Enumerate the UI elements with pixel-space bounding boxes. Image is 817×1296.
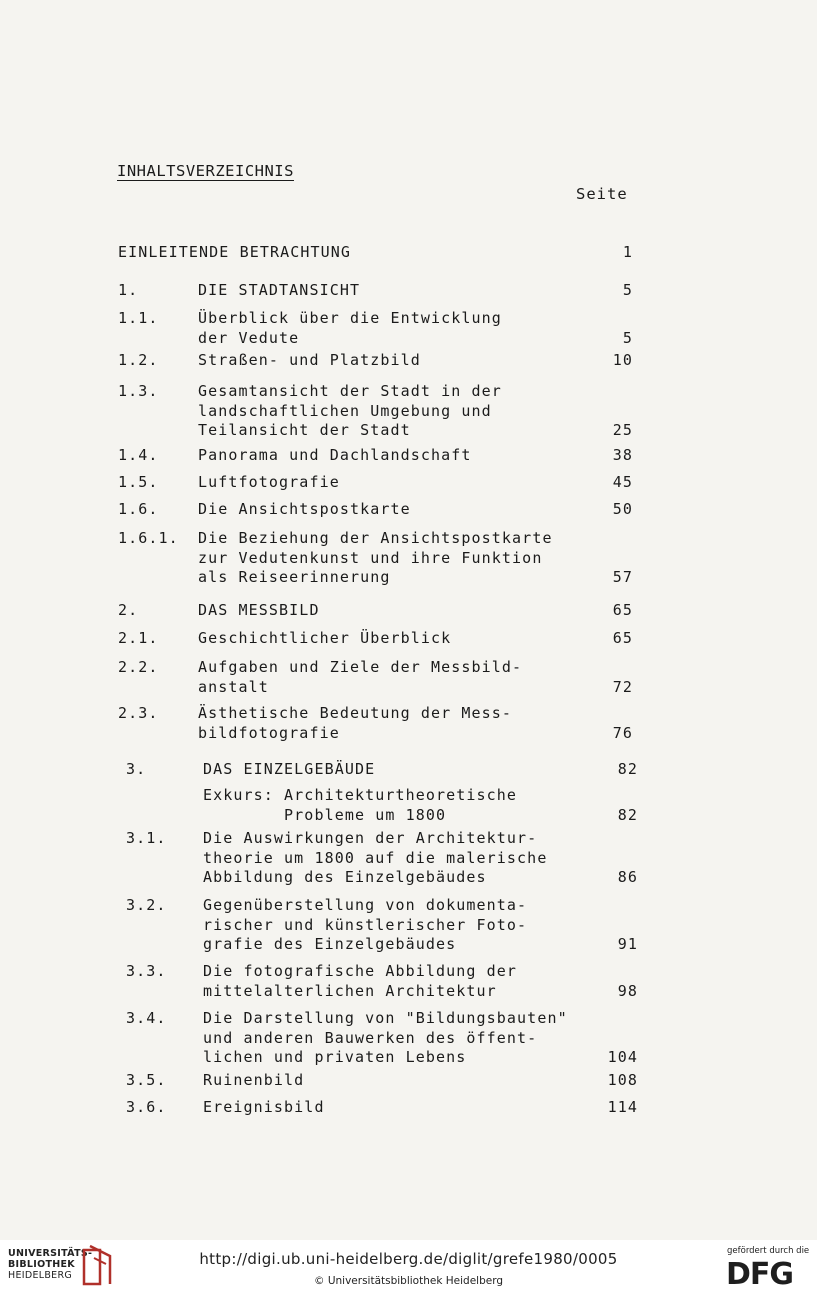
toc-entry-number: 3.5. [126,1071,167,1089]
toc-entry-title: Straßen- und Platzbild [198,351,421,369]
toc-entry-page: 72 [612,677,633,696]
toc-entry-page: 104 [607,1048,638,1066]
toc-entry-number: 3.1. [126,829,167,847]
toc-entry-title: bildfotografie [198,723,340,742]
footer-bar [0,1240,817,1296]
toc-entry-page: 65 [612,601,633,619]
toc-entry-title: theorie um 1800 auf die malerische [203,848,548,867]
toc-entry-number: 3.4. [126,1009,167,1027]
toc-entry-title: Probleme um 1800 [203,805,447,824]
funder-note: gefördert durch die [727,1246,810,1256]
toc-entry-title: Die Darstellung von "Bildungsbauten" [203,1009,568,1027]
toc-entry-title: grafie des Einzelgebäudes [203,935,457,953]
toc-entry-number: 1.2. [118,351,159,369]
toc-entry-title: DAS EINZELGEBÄUDE [203,760,376,778]
toc-entry-number: 2.2. [118,658,159,676]
toc-entry-page: 57 [612,568,633,586]
toc-entry-page: 108 [607,1071,638,1089]
toc-entry-title: Aufgaben und Ziele der Messbild- [198,658,523,676]
page-column-label: Seite [576,185,628,203]
toc-entry-number: 1.1. [118,309,159,327]
toc-entry-number: 1.5. [118,473,159,491]
toc-entry-title: Die fotografische Abbildung der [203,962,518,980]
toc-entry-title: Ruinenbild [203,1071,305,1089]
toc-entry-title: Die Ansichtspostkarte [198,500,411,518]
toc-entry-title: Exkurs: Architekturtheoretische [203,786,518,804]
toc-entry-title: Abbildung des Einzelgebäudes [203,868,487,886]
toc-entry-title: anstalt [198,677,269,696]
source-url-link[interactable]: http://digi.ub.uni-heidelberg.de/diglit/grefe1980/0005 [199,1250,618,1268]
dfg-logo-text: DFG [726,1257,794,1288]
toc-entry-page: 45 [612,473,633,491]
toc-entry-title: zur Vedutenkunst und ihre Funktion [198,548,543,567]
toc-entry-title: lichen und privaten Lebens [203,1048,467,1066]
toc-entry-title: als Reiseerinnerung [198,568,391,586]
toc-entry-number: 1.6.1. [118,529,179,547]
toc-entry-title: Die Auswirkungen der Architektur- [203,829,538,847]
toc-entry-title: rischer und künstlerischer Foto- [203,915,528,934]
toc-entry-page: 82 [617,805,638,824]
toc-entry-number: 2. [118,601,139,619]
toc-entry-number: 1.4. [118,446,159,464]
toc-entry-page: 25 [612,421,633,439]
toc-entry-page: 38 [612,446,633,464]
toc-entry-page: 98 [617,981,638,1000]
toc-entry-title: Ästhetische Bedeutung der Mess- [198,704,513,722]
toc-heading: INHALTSVERZEICHNIS [117,162,294,180]
toc-entry-title: und anderen Bauwerken des öffent- [203,1028,538,1047]
toc-entry-title: Luftfotografie [198,473,340,491]
library-name-line: BIBLIOTHEK [8,1259,75,1270]
toc-entry-page: 91 [617,935,638,953]
toc-entry-page: 1 [622,243,633,261]
toc-entry-title: mittelalterlichen Architektur [203,981,497,1000]
toc-entry-title: Geschichtlicher Überblick [198,629,452,647]
toc-entry-page: 76 [612,723,633,742]
toc-entry-number: 3.2. [126,896,167,914]
dfg-logo-icon [726,1256,806,1288]
toc-entry-page: 86 [617,868,638,886]
copyright-notice: © Universitätsbibliothek Heidelberg [313,1275,503,1287]
library-name-line: UNIVERSITÄTS- [8,1248,93,1259]
toc-entry-page: 82 [617,760,638,778]
toc-entry-number: 3.6. [126,1098,167,1116]
toc-entry-page: 65 [612,629,633,647]
toc-entry-number: 3.3. [126,962,167,980]
toc-entry-title: Gegenüberstellung von dokumenta- [203,896,528,914]
toc-entry-number: 1. [118,281,139,299]
toc-entry-title: Überblick über die Entwicklung [198,309,502,327]
toc-entry-title: Teilansicht der Stadt [198,421,411,439]
toc-entry-title: DAS MESSBILD [198,601,320,619]
toc-entry-page: 5 [622,328,633,347]
toc-entry-page: 5 [622,281,633,299]
toc-entry-title: EINLEITENDE BETRACHTUNG [118,243,352,261]
toc-entry-number: 1.6. [118,500,159,518]
toc-entry-title: Panorama und Dachlandschaft [198,446,472,464]
toc-entry-title: Die Beziehung der Ansichtspostkarte [198,529,553,547]
toc-entry-page: 50 [612,500,633,518]
library-name-line: HEIDELBERG [8,1270,73,1281]
toc-entry-number: 2.3. [118,704,159,722]
toc-entry-page: 10 [612,351,633,369]
toc-entry-number: 3. [126,760,147,778]
toc-entry-page: 114 [607,1098,638,1116]
toc-entry-title: DIE STADTANSICHT [198,281,361,299]
toc-entry-title: landschaftlichen Umgebung und [198,401,492,420]
toc-entry-number: 2.1. [118,629,159,647]
toc-entry-title: Gesamtansicht der Stadt in der [198,382,502,400]
toc-entry-title: Ereignisbild [203,1098,325,1116]
toc-entry-number: 1.3. [118,382,159,400]
toc-entry-title: der Vedute [198,328,300,347]
